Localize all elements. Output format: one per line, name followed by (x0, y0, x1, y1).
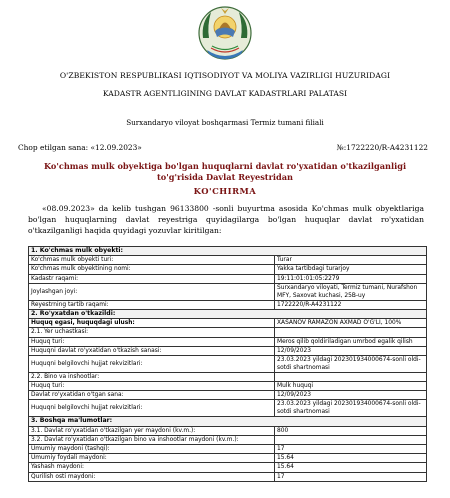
table-row (29, 400, 427, 417)
field-value: 17 (275, 472, 427, 481)
field-label: Huquq egasi, huquqdagi ulush: (29, 319, 275, 328)
field-label: Huquq turi: (29, 337, 275, 346)
state-emblem-icon (197, 4, 253, 62)
document-subtitle: KO'CHIRMA (193, 186, 257, 196)
table-row (29, 372, 427, 381)
table-row (29, 435, 427, 444)
field-label: Umumiy maydoni (tashqi): (29, 445, 275, 454)
table-row (29, 300, 427, 309)
field-label: Ko'chmas mulk obyektining nomi: (29, 265, 275, 274)
field-value: Mulk huquqi (275, 382, 427, 391)
field-label: Ko'chmas mulk obyekti turi: (29, 256, 275, 265)
field-label: 2.2. Bino va inshootlar: (29, 372, 275, 381)
field-label: Huquq turi: (29, 382, 275, 391)
section-label: 1. Ko'chmas mulk obyekti: (29, 247, 427, 256)
branch-name: Surxandaryo viloyat boshqarmasi Termiz tumani filiali (126, 118, 324, 127)
field-label: 2.1. Yer uchastkasi: (29, 328, 275, 337)
table-row (29, 274, 427, 283)
table-row (29, 283, 427, 300)
field-label: 3.2. Davlat ro'yxatidan o'tkazilgan bino va inshootlar maydoni (kv.m.): (29, 435, 275, 444)
field-label: Kadastr raqami: (29, 274, 275, 283)
field-value (275, 435, 427, 444)
table-row (29, 426, 427, 435)
field-label: 3.1. Davlat ro'yxatidan o'tkazilgan yer maydoni (kv.m.): (29, 426, 275, 435)
table-row (29, 256, 427, 265)
field-label: Huquqni davlat ro'yxatidan o'tkazish sanasi: (29, 346, 275, 355)
table-row (29, 346, 427, 355)
section-label: 2. Ro'yxatdan o'tkazildi: (29, 309, 427, 318)
field-value: 12/09/2023 (275, 391, 427, 400)
intro-paragraph: «08.09.2023» da kelib tushgan 96133800 -sonli buyurtma asosida Ko'chmas mulk obyektlariga bo'lgan huquqlarning davlat reyestriga quyidagilarga bo'lgan huquqlar davlat ro'yxatidan o'tkazilganligi haqida quyidagi yozuvlar kiritilgan: (28, 204, 424, 236)
table-row (29, 328, 427, 337)
document-number: №:1722220/R-A4231122 (336, 143, 428, 152)
field-value: 15.64 (275, 454, 427, 463)
table-row (29, 445, 427, 454)
print-date: Chop etilgan sana: «12.09.2023» (18, 143, 142, 152)
table-section-row (29, 247, 427, 256)
field-value: 19:11:01:01:05:2279 (275, 274, 427, 283)
field-value: Meros qilib qoldiriladigan umrbod egalik qilish (275, 337, 427, 346)
field-label: Joylashgan joyi: (29, 283, 275, 300)
field-value: 15.64 (275, 463, 427, 472)
field-value: 12/09/2023 (275, 346, 427, 355)
field-label: Huquqni belgilovchi hujjat rekvizitlari: (29, 355, 275, 372)
field-label: Huquqni belgilovchi hujjat rekvizitlari: (29, 400, 275, 417)
document-title: Ko'chmas mulk obyektiga bo'lgan huquqlarni davlat ro'yxatidan o'tkazilganligi to'g'risida Davlat Reyestridan (43, 161, 407, 182)
field-label: Umumiy foydali maydoni: (29, 454, 275, 463)
field-label: Davlat ro'yxatidan o'tgan sana: (29, 391, 275, 400)
chamber-name: KADASTR AGENTLIGINING DAVLAT KADASTRLARI PALATASI (102, 89, 348, 98)
field-value: Turar (275, 256, 427, 265)
field-value: 1722220/R-A4231122 (275, 300, 427, 309)
table-row (29, 391, 427, 400)
table-row (29, 319, 427, 328)
table-row (29, 463, 427, 472)
field-value (275, 328, 427, 337)
field-value: 17 (275, 445, 427, 454)
field-value: 23.03.2023 yildagi 202301934000674-sonli oldi-sotdi shartnomasi (275, 355, 427, 372)
field-value: 800 (275, 426, 427, 435)
table-row (29, 454, 427, 463)
field-value (275, 372, 427, 381)
table-row (29, 265, 427, 274)
table-row (29, 382, 427, 391)
table-row (29, 472, 427, 481)
field-value: Surxandaryo viloyati, Termiz tumani, Nurafshon MFY, Saxovat kuchasi, 25B-uy (275, 283, 427, 300)
table-section-row (29, 309, 427, 318)
section-label: 3. Boshqa ma'lumotlar: (29, 417, 427, 426)
field-value: 23.03.2023 yildagi 202301934000674-sonli oldi-sotdi shartnomasi (275, 400, 427, 417)
field-value: XASANOV RAMAZON AXMAD O'G'LI, 100% (275, 319, 427, 328)
field-value: Yakka tartibdagi turarjoy (275, 265, 427, 274)
table-row (29, 355, 427, 372)
table-section-row (29, 417, 427, 426)
ministry-name: O'ZBEKISTON RESPUBLIKASI IQTISODIYOT VA MOLIYA VAZIRLIGI HUZURIDAGI (59, 71, 391, 80)
field-label: Reyestrning tartib raqami: (29, 300, 275, 309)
field-label: Yashash maydoni: (29, 463, 275, 472)
registry-table (28, 246, 427, 482)
table-row (29, 337, 427, 346)
field-label: Qurilish osti maydoni: (29, 472, 275, 481)
